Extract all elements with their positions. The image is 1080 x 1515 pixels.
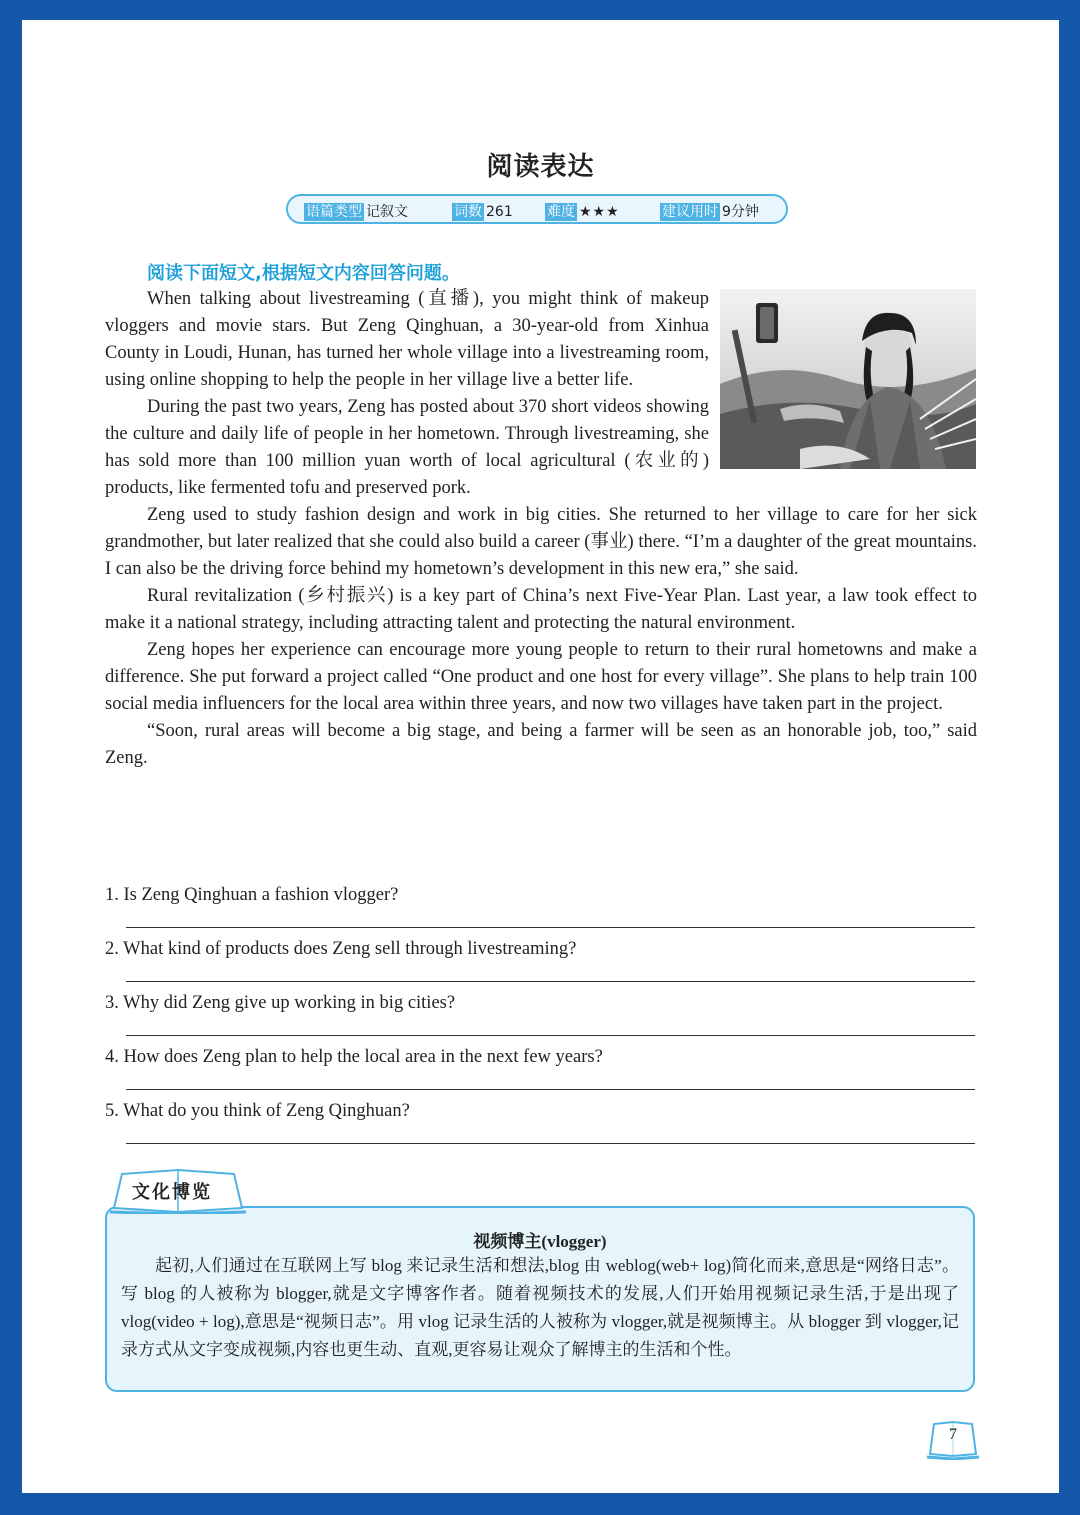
question-item bbox=[105, 882, 975, 936]
word-count-info bbox=[452, 201, 513, 221]
info-bar bbox=[286, 194, 788, 224]
genre-label: 语篇类型 bbox=[306, 204, 362, 220]
question-list bbox=[105, 882, 975, 1152]
instruction-text: 阅读下面短文,根据短文内容回答问题。 bbox=[147, 263, 460, 284]
difficulty-stars: ★★★ bbox=[579, 204, 620, 220]
culture-tab bbox=[108, 1168, 248, 1214]
genre-info bbox=[304, 201, 408, 221]
answer-line[interactable] bbox=[126, 1089, 975, 1090]
passage-paragraph: “Soon, rural areas will become a big stage, and being a farmer will be seen as an honorable job, too,” said Zeng. bbox=[105, 721, 977, 768]
page-title: 阅读表达 bbox=[486, 152, 595, 182]
passage-paragraph: During the past two years, Zeng has posted about 370 short videos showing the culture and daily life of people in her hometown. Through livestreaming, she has sold more than 100 million yuan worth of local agricultural (农业的) products, like fermented tofu and preserved pork. bbox=[105, 397, 709, 498]
time-label: 建议用时 bbox=[662, 204, 718, 220]
question-text: 5. What do you think of Zeng Qinghuan? bbox=[105, 1101, 410, 1121]
culture-paragraph: 起初,人们通过在互联网上写 blog 来记录生活和想法,blog 由 weblog(web+ log)简化而来,意思是“网络日志”。写 blog 的人被称为 blogger,就是文字博客作者。随着视频技术的发展,人们开始用视频记录生活,于是出现了 vlog(video + log),意思是“视频日志”。用 vlog 记录生活的人被称为 vlogger,就是视频博主。从 blogger 到 vlogger,记录方式从文字变成视频,内容也更生动、直观,更容易让观众了解博主的生活和个性。 bbox=[121, 1256, 959, 1359]
word-count-label: 词数 bbox=[454, 204, 482, 220]
answer-line[interactable] bbox=[126, 981, 975, 982]
question-text: 3. Why did Zeng give up working in big cities? bbox=[105, 993, 456, 1013]
time-info bbox=[660, 201, 759, 221]
answer-line[interactable] bbox=[126, 1035, 975, 1036]
question-text: 1. Is Zeng Qinghuan a fashion vlogger? bbox=[105, 885, 399, 905]
word-count-value: 261 bbox=[486, 204, 513, 220]
culture-title: 视频博主(vlogger) bbox=[473, 1232, 607, 1251]
difficulty-info bbox=[545, 201, 620, 221]
answer-line[interactable] bbox=[126, 927, 975, 928]
question-item bbox=[105, 1044, 975, 1098]
culture-box bbox=[105, 1206, 975, 1392]
passage-paragraph: Rural revitalization (乡村振兴) is a key part of China’s next Five-Year Plan. Last year, a law took effect to make it a national strategy, including attracting talent and protecting the natural environment. bbox=[105, 586, 977, 633]
question-text: 2. What kind of products does Zeng sell through livestreaming? bbox=[105, 939, 577, 959]
reading-passage bbox=[105, 286, 977, 772]
question-item bbox=[105, 1098, 975, 1152]
passage-paragraph: Zeng hopes her experience can encourage more young people to return to their rural hometowns and make a difference. She put forward a project called “One product and one host for every village”. She plans to help train 100 social media influencers for the local area within three years, and now two villages have taken part in the project. bbox=[105, 640, 977, 714]
genre-value: 记叙文 bbox=[366, 204, 408, 220]
page-number-badge bbox=[926, 1420, 980, 1460]
culture-tab-label: 文化博览 bbox=[132, 1182, 212, 1203]
passage-paragraph: When talking about livestreaming (直播), you might think of makeup vloggers and movie stars. But Zeng Qinghuan, a 30-year-old from Xinhua County in Loudi, Hunan, has turned her whole village into a livestreaming room, using online shopping to help the people in her village live a better life. bbox=[105, 289, 709, 390]
passage-paragraph: Zeng used to study fashion design and work in big cities. She returned to her village to care for her sick grandmother, but later realized that she could also build a career (事业) there. “I’m a daughter of the great mountains. I can also be the driving force behind my hometown’s development in this new era,” she said. bbox=[105, 505, 977, 579]
answer-line[interactable] bbox=[126, 1143, 975, 1144]
question-item bbox=[105, 936, 975, 990]
culture-body bbox=[121, 1252, 959, 1364]
time-value: 9分钟 bbox=[722, 204, 759, 220]
page-number: 7 bbox=[949, 1426, 957, 1443]
difficulty-label: 难度 bbox=[547, 204, 575, 220]
question-item bbox=[105, 990, 975, 1044]
question-text: 4. How does Zeng plan to help the local area in the next few years? bbox=[105, 1047, 603, 1067]
workbook-page bbox=[22, 20, 1059, 1493]
